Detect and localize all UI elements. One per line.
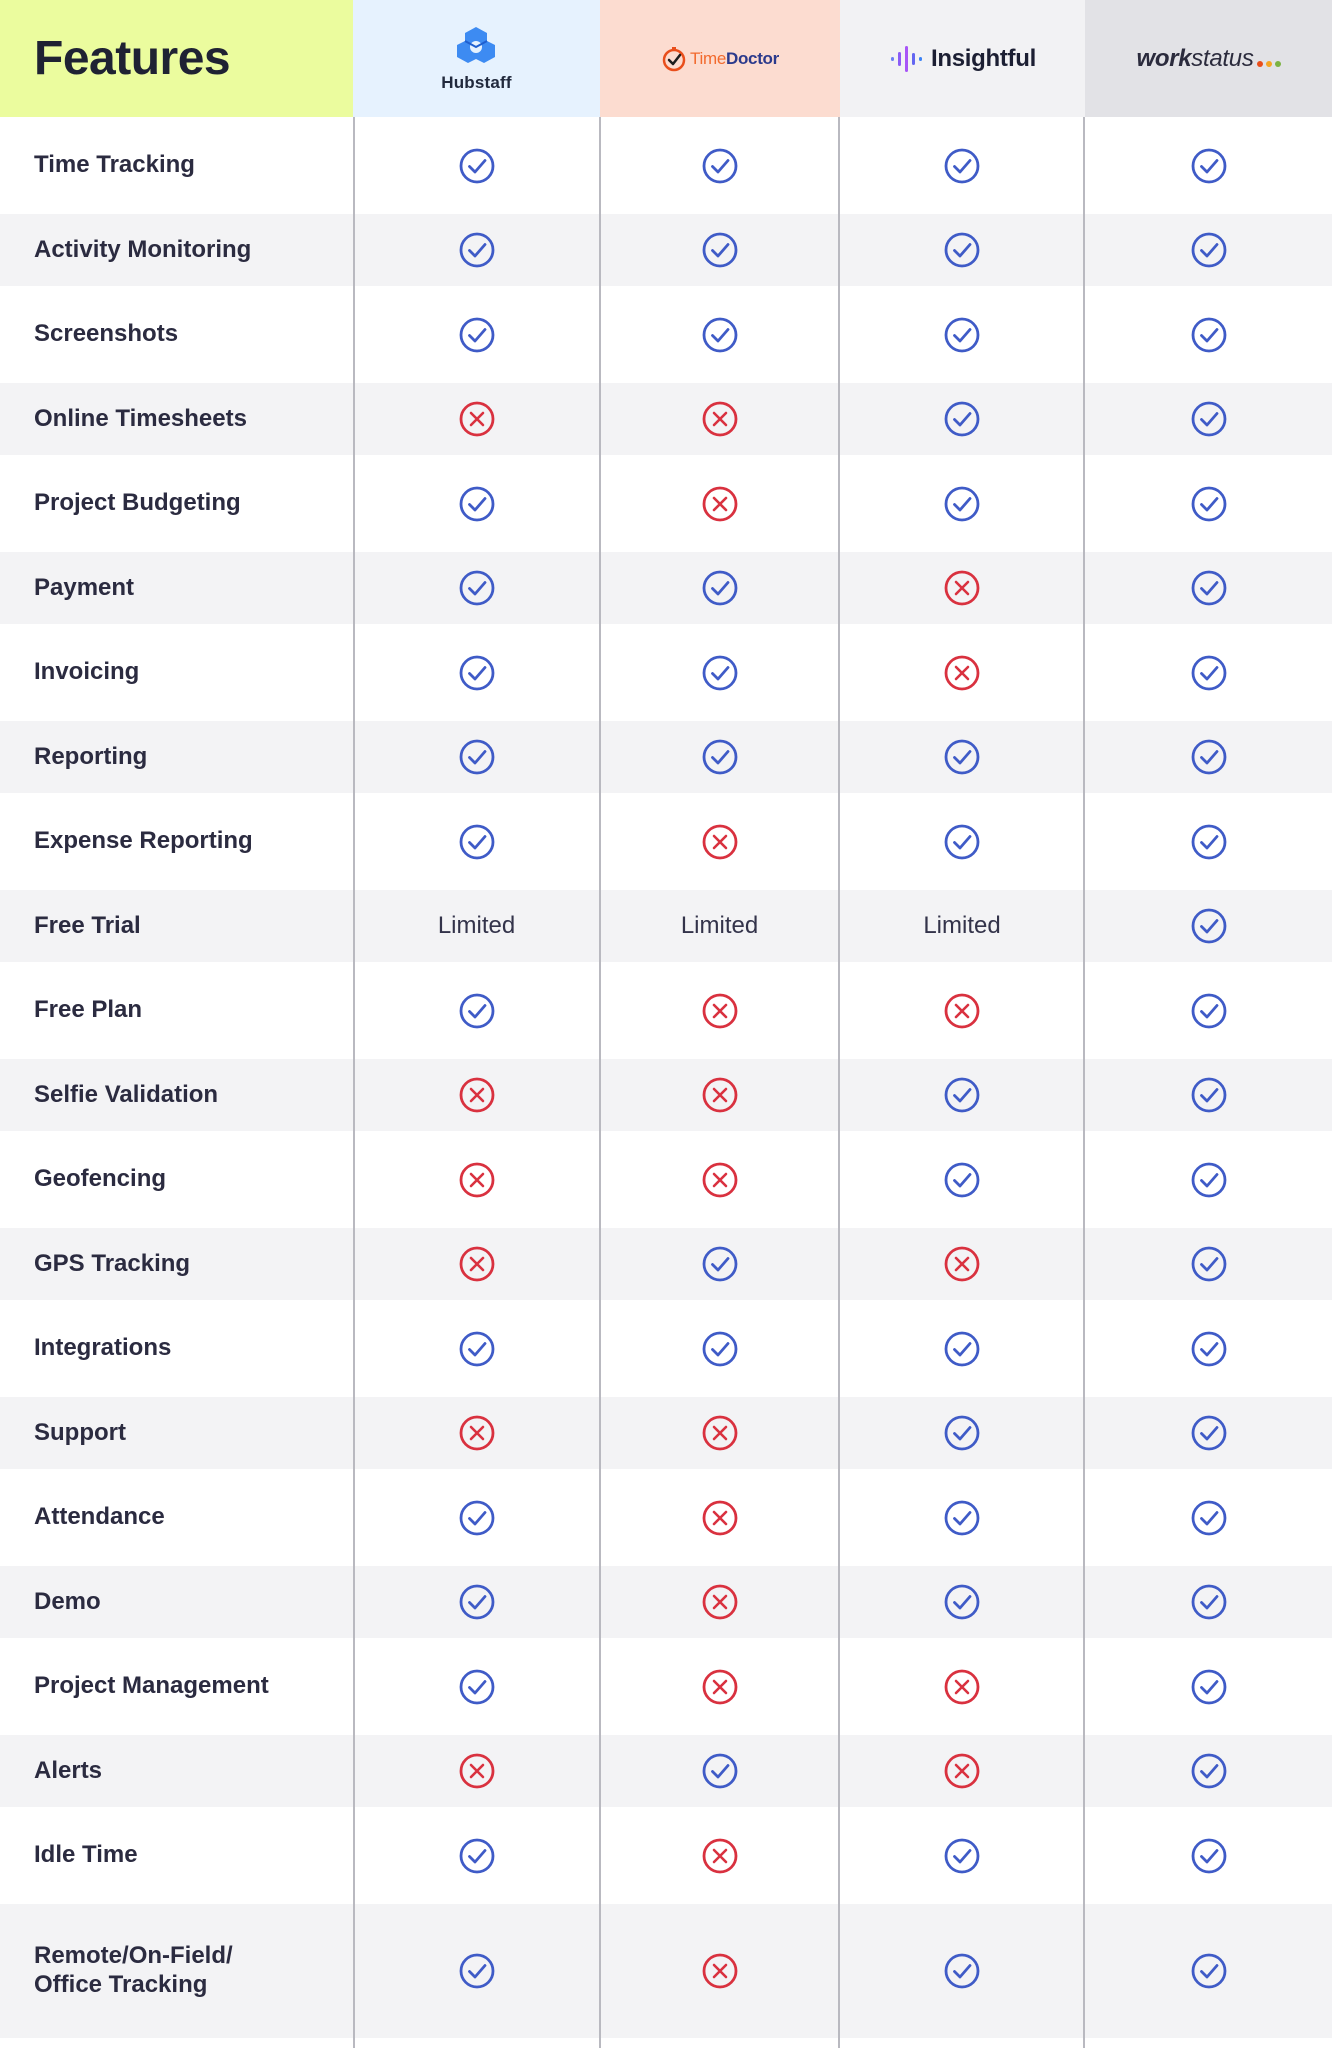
check-icon — [943, 1161, 981, 1199]
check-icon — [943, 1837, 981, 1875]
value-cell — [1085, 1300, 1332, 1397]
cross-icon — [943, 1668, 981, 1706]
value-cell — [354, 1904, 599, 2038]
value-cell — [600, 1397, 839, 1469]
value-cell — [354, 383, 599, 455]
value-cell — [1085, 1469, 1332, 1566]
value-cell — [840, 383, 1084, 455]
feature-label: Project Budgeting — [34, 489, 241, 517]
table-row — [0, 890, 1332, 962]
table-row — [0, 1131, 1332, 1228]
timedoctor-logo-icon — [661, 46, 687, 72]
hubstaff-header — [353, 0, 600, 117]
value-cell — [600, 1807, 839, 1904]
table-row — [0, 793, 1332, 890]
value-cell — [1085, 793, 1332, 890]
feature-label: Geofencing — [34, 1165, 167, 1193]
cross-icon — [458, 1161, 496, 1199]
feature-label: Support — [34, 1418, 126, 1446]
table-row — [0, 721, 1332, 793]
feature-label: Payment — [34, 573, 135, 601]
timedoctor-header — [600, 0, 840, 117]
cross-icon — [701, 1076, 739, 1114]
timedoctor-name-part2: Doctor — [725, 48, 779, 68]
value-cell — [1085, 552, 1332, 624]
value-cell — [840, 1131, 1084, 1228]
value-cell — [600, 1638, 839, 1735]
check-icon — [1190, 316, 1228, 354]
check-icon — [701, 569, 739, 607]
features-title: Features — [34, 32, 231, 85]
check-icon — [943, 1499, 981, 1537]
table-row — [0, 1566, 1332, 1638]
value-cell — [840, 1397, 1084, 1469]
feature-label: Alerts — [34, 1756, 103, 1784]
check-icon — [458, 992, 496, 1030]
value-cell — [1085, 1059, 1332, 1131]
value-cell — [600, 383, 839, 455]
cross-icon — [458, 1245, 496, 1283]
value-cell — [840, 1735, 1084, 1807]
value-cell — [1085, 1807, 1332, 1904]
cross-icon — [458, 1414, 496, 1452]
check-icon — [943, 1076, 981, 1114]
check-icon — [458, 654, 496, 692]
feature-label: Time Tracking — [34, 151, 195, 179]
check-icon — [1190, 654, 1228, 692]
value-cell — [354, 721, 599, 793]
check-icon — [458, 231, 496, 269]
insightful-logo — [889, 44, 1036, 74]
value-cell — [1085, 1904, 1332, 2038]
check-icon — [701, 654, 739, 692]
feature-label: Selfie Validation — [34, 1080, 219, 1108]
insightful-logo-icon — [889, 44, 923, 74]
check-icon — [458, 1330, 496, 1368]
check-icon — [701, 147, 739, 185]
feature-label: Online Timesheets — [34, 404, 247, 432]
table-row — [0, 455, 1332, 552]
cross-icon — [943, 569, 981, 607]
cross-icon — [701, 485, 739, 523]
cross-icon — [701, 1161, 739, 1199]
value-cell — [1085, 214, 1332, 286]
value-cell — [600, 455, 839, 552]
value-cell — [354, 1300, 599, 1397]
check-icon — [1190, 569, 1228, 607]
value-cell — [600, 1566, 839, 1638]
feature-label: Attendance — [34, 1503, 165, 1531]
value-cell — [840, 1059, 1084, 1131]
value-cell — [840, 1904, 1084, 2038]
value-cell — [840, 1566, 1084, 1638]
value-cell — [1085, 1566, 1332, 1638]
cross-icon — [701, 1668, 739, 1706]
value-cell — [600, 721, 839, 793]
check-icon — [943, 738, 981, 776]
check-icon — [943, 400, 981, 438]
feature-label: Invoicing — [34, 658, 140, 686]
table-row — [0, 624, 1332, 721]
value-cell — [354, 117, 599, 214]
value-text: Limited — [437, 912, 516, 939]
check-icon — [458, 1668, 496, 1706]
cross-icon — [701, 823, 739, 861]
value-cell — [840, 721, 1084, 793]
cross-icon — [701, 1837, 739, 1875]
column-divider — [353, 117, 355, 2048]
check-icon — [943, 1952, 981, 1990]
value-cell — [354, 1735, 599, 1807]
feature-label: Reporting — [34, 742, 148, 770]
value-cell — [600, 1735, 839, 1807]
check-icon — [458, 147, 496, 185]
value-cell — [354, 1131, 599, 1228]
cross-icon — [943, 992, 981, 1030]
value-cell — [1085, 890, 1332, 962]
value-cell — [1085, 721, 1332, 793]
table-row — [0, 1228, 1332, 1300]
table-row — [0, 1469, 1332, 1566]
cross-icon — [458, 1076, 496, 1114]
table-row — [0, 286, 1332, 383]
check-icon — [458, 1952, 496, 1990]
table-row — [0, 383, 1332, 455]
check-icon — [1190, 1245, 1228, 1283]
value-cell — [840, 1228, 1084, 1300]
column-divider — [1083, 117, 1085, 2048]
check-icon — [1190, 147, 1228, 185]
value-cell — [1085, 383, 1332, 455]
feature-label: Activity Monitoring — [34, 235, 252, 263]
value-cell — [1085, 455, 1332, 552]
features-header — [0, 0, 353, 117]
value-cell — [600, 890, 839, 962]
column-divider — [838, 117, 840, 2048]
feature-label: Idle Time — [34, 1841, 138, 1869]
value-cell — [354, 286, 599, 383]
value-cell — [1085, 1735, 1332, 1807]
value-cell — [840, 1638, 1084, 1735]
check-icon — [1190, 907, 1228, 945]
check-icon — [458, 316, 496, 354]
cross-icon — [943, 1245, 981, 1283]
value-cell — [354, 890, 599, 962]
value-cell — [354, 552, 599, 624]
value-cell — [600, 793, 839, 890]
cross-icon — [701, 1583, 739, 1621]
table-row — [0, 1397, 1332, 1469]
value-cell — [354, 1638, 599, 1735]
feature-label: GPS Tracking — [34, 1249, 191, 1277]
table-row — [0, 117, 1332, 214]
check-icon — [943, 1583, 981, 1621]
check-icon — [458, 485, 496, 523]
value-cell — [840, 962, 1084, 1059]
check-icon — [1190, 1330, 1228, 1368]
check-icon — [701, 738, 739, 776]
value-cell — [600, 552, 839, 624]
check-icon — [458, 1837, 496, 1875]
timedoctor-name-part1: Time — [690, 48, 726, 68]
check-icon — [1190, 1837, 1228, 1875]
workstatus-name-part2: status — [1191, 44, 1254, 72]
check-icon — [458, 738, 496, 776]
hubstaff-logo-icon — [451, 25, 501, 71]
cross-icon — [701, 1499, 739, 1537]
cross-icon — [701, 400, 739, 438]
value-cell — [840, 1300, 1084, 1397]
check-icon — [1190, 1161, 1228, 1199]
timedoctor-name — [690, 49, 779, 69]
workstatus-logo — [1136, 45, 1280, 73]
check-icon — [1190, 1414, 1228, 1452]
value-cell — [1085, 624, 1332, 721]
value-cell — [354, 1397, 599, 1469]
value-cell — [354, 1566, 599, 1638]
cross-icon — [943, 654, 981, 692]
value-cell — [354, 214, 599, 286]
workstatus-name — [1136, 45, 1253, 73]
insightful-name: Insightful — [931, 44, 1036, 72]
cross-icon — [701, 1952, 739, 1990]
value-cell — [354, 1807, 599, 1904]
table-row — [0, 1807, 1332, 1904]
value-cell — [600, 624, 839, 721]
value-cell — [1085, 1397, 1332, 1469]
check-icon — [943, 316, 981, 354]
check-icon — [1190, 1668, 1228, 1706]
check-icon — [701, 1752, 739, 1790]
check-icon — [701, 1245, 739, 1283]
cross-icon — [701, 1414, 739, 1452]
check-icon — [458, 569, 496, 607]
check-icon — [943, 1330, 981, 1368]
value-cell — [1085, 1638, 1332, 1735]
check-icon — [701, 231, 739, 269]
check-icon — [1190, 1752, 1228, 1790]
check-icon — [943, 147, 981, 185]
value-cell — [840, 793, 1084, 890]
insightful-header — [840, 0, 1085, 117]
value-text: Limited — [680, 912, 759, 939]
check-icon — [1190, 485, 1228, 523]
feature-label: Free Plan — [34, 996, 143, 1024]
value-text: Limited — [923, 912, 1001, 939]
hubstaff-logo — [441, 25, 512, 93]
workstatus-dots-icon — [1257, 61, 1281, 67]
value-cell — [840, 624, 1084, 721]
cross-icon — [943, 1752, 981, 1790]
feature-label: Free Trial — [34, 911, 141, 939]
value-cell — [354, 962, 599, 1059]
value-cell — [840, 552, 1084, 624]
feature-label: Integrations — [34, 1334, 172, 1362]
value-cell — [354, 455, 599, 552]
value-cell — [840, 214, 1084, 286]
value-cell — [600, 1469, 839, 1566]
check-icon — [701, 1330, 739, 1368]
value-cell — [600, 1131, 839, 1228]
table-row — [0, 214, 1332, 286]
value-cell — [1085, 1228, 1332, 1300]
feature-label: Expense Reporting — [34, 827, 253, 855]
value-cell — [600, 286, 839, 383]
check-icon — [1190, 738, 1228, 776]
check-icon — [943, 485, 981, 523]
feature-label: Project Management — [34, 1672, 269, 1700]
value-cell — [1085, 1131, 1332, 1228]
value-cell — [354, 1228, 599, 1300]
value-cell — [840, 286, 1084, 383]
table-row — [0, 1904, 1332, 2038]
hubstaff-name: Hubstaff — [441, 72, 512, 92]
value-cell — [354, 1059, 599, 1131]
table-row — [0, 1638, 1332, 1735]
table-row — [0, 962, 1332, 1059]
value-cell — [600, 1904, 839, 2038]
value-cell — [1085, 962, 1332, 1059]
value-cell — [354, 1469, 599, 1566]
value-cell — [840, 1469, 1084, 1566]
check-icon — [943, 823, 981, 861]
check-icon — [1190, 1583, 1228, 1621]
value-cell — [600, 1059, 839, 1131]
feature-label: Remote/On-Field/ Office Tracking — [34, 1942, 233, 1998]
check-icon — [1190, 400, 1228, 438]
value-cell — [1085, 286, 1332, 383]
check-icon — [1190, 231, 1228, 269]
check-icon — [458, 1499, 496, 1537]
check-icon — [943, 1414, 981, 1452]
check-icon — [701, 316, 739, 354]
check-icon — [943, 231, 981, 269]
check-icon — [1190, 1499, 1228, 1537]
cross-icon — [458, 1752, 496, 1790]
value-cell — [600, 1300, 839, 1397]
value-cell — [354, 624, 599, 721]
check-icon — [1190, 823, 1228, 861]
check-icon — [1190, 1952, 1228, 1990]
value-cell — [600, 214, 839, 286]
cross-icon — [458, 400, 496, 438]
table-row — [0, 1300, 1332, 1397]
workstatus-header — [1085, 0, 1332, 117]
value-cell — [600, 117, 839, 214]
check-icon — [1190, 992, 1228, 1030]
table-row — [0, 1735, 1332, 1807]
value-cell — [600, 1228, 839, 1300]
cross-icon — [701, 992, 739, 1030]
check-icon — [1190, 1076, 1228, 1114]
table-row — [0, 552, 1332, 624]
workstatus-name-part1: work — [1136, 44, 1192, 72]
feature-label: Screenshots — [34, 320, 179, 348]
timedoctor-logo — [661, 46, 779, 72]
check-icon — [458, 1583, 496, 1621]
column-divider — [599, 117, 601, 2048]
value-cell — [840, 117, 1084, 214]
value-cell — [354, 793, 599, 890]
value-cell — [1085, 117, 1332, 214]
table-header — [0, 0, 1332, 117]
value-cell — [840, 1807, 1084, 1904]
value-cell — [840, 890, 1084, 962]
value-cell — [840, 455, 1084, 552]
check-icon — [458, 823, 496, 861]
feature-label: Demo — [34, 1587, 101, 1615]
table-row — [0, 1059, 1332, 1131]
value-cell — [600, 962, 839, 1059]
